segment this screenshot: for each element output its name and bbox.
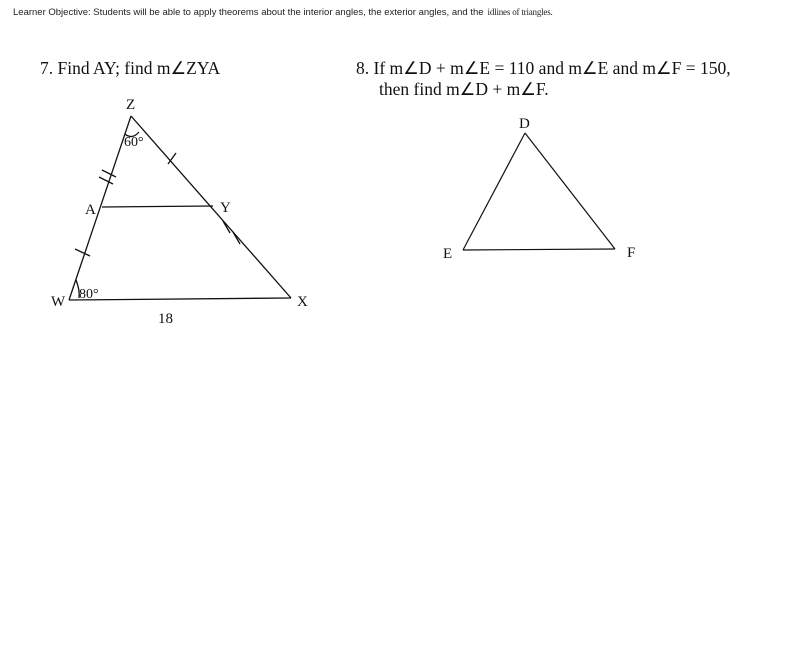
tick-za-1 — [102, 170, 116, 177]
tick-za-2 — [99, 177, 113, 184]
objective-lead: Learner Objective: Students will be able to apply theorems about the interior angles, the exterior angles, and the — [13, 7, 484, 18]
label-d: D — [519, 116, 530, 132]
label-y: Y — [220, 200, 231, 216]
side-df — [525, 133, 615, 249]
tick-aw-1 — [75, 249, 90, 256]
label-f: F — [627, 245, 636, 261]
side-de — [463, 133, 525, 250]
label-e: E — [443, 246, 453, 262]
side-ef — [463, 249, 615, 250]
objective-tail: idlines of triangles. — [487, 7, 553, 17]
label-z: Z — [126, 97, 136, 113]
triangle-zwx — [69, 116, 291, 300]
problem-7-text: 7. Find AY; find m∠ZYA — [40, 58, 221, 78]
angle-z-label: 60° — [124, 135, 144, 150]
label-a: A — [85, 202, 96, 218]
angle-w-label: 80° — [79, 287, 99, 302]
side-wx — [69, 298, 291, 300]
problem-8-line2: then find m∠D + m∠F. — [379, 79, 549, 99]
triangle-def — [463, 133, 615, 250]
problem-8-line1: 8. If m∠D + m∠E = 110 and m∠E and m∠F = 150, — [356, 58, 731, 78]
side-zw — [69, 116, 131, 300]
label-w: W — [51, 294, 66, 310]
side-wx-label: 18 — [158, 311, 173, 327]
label-x: X — [297, 294, 308, 310]
midsegment-ay — [102, 206, 213, 207]
